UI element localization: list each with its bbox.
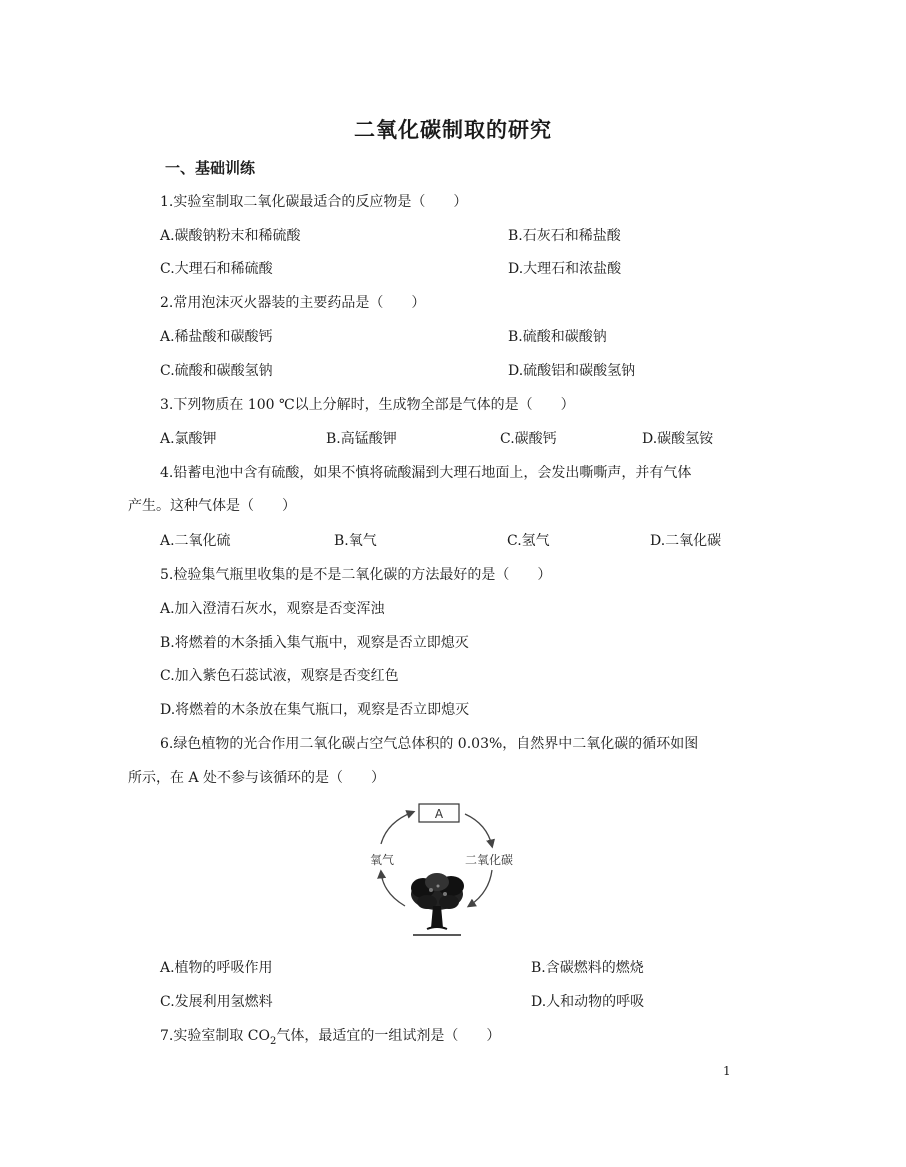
question-6-stem-line-1: 6.绿色植物的光合作用二氧化碳占空气总体积的 0.03%，自然界中二氧化碳的循环如图: [160, 736, 699, 752]
question-6-option-d: D.人和动物的呼吸: [531, 994, 645, 1010]
question-4-option-c: C.氢气: [507, 533, 550, 549]
question-4-option-d: D.二氧化碳: [650, 533, 722, 549]
diagram-label-left: 氧气: [370, 853, 395, 867]
question-4-stem-line-2: 产生。这种气体是（ ）: [128, 498, 296, 514]
question-7-stem-pre: 7.实验室制取 CO: [160, 1028, 270, 1044]
arrow-bottom-left: [381, 872, 405, 906]
arrow-bottom-right: [469, 870, 492, 906]
question-7-stem: [160, 1025, 500, 1047]
section-heading: 一、基础训练: [165, 159, 256, 177]
page-title: 二氧化碳制取的研究: [354, 118, 552, 142]
question-6-stem-line-2: 所示，在 A 处不参与该循环的是（ ）: [128, 770, 386, 786]
question-4-stem-line-1: 4.铅蓄电池中含有硫酸，如果不慎将硫酸漏到大理石地面上，会发出嘶嘶声，并有气体: [160, 465, 692, 481]
question-1-option-b: B.石灰石和稀盐酸: [508, 228, 621, 244]
question-4-option-b: B.氧气: [334, 533, 377, 549]
question-2-stem: 2.常用泡沫灭火器装的主要药品是（ ）: [160, 295, 426, 311]
arrow-top-right: [465, 814, 492, 846]
question-2-option-d: D.硫酸铝和碳酸氢钠: [508, 363, 636, 379]
question-6-option-a: A.植物的呼吸作用: [160, 960, 273, 976]
question-5-option-b: B.将燃着的木条插入集气瓶中，观察是否立即熄灭: [160, 635, 469, 651]
question-7-stem-post: 气体，最适宜的一组试剂是（ ）: [276, 1028, 501, 1044]
page-number: 1: [723, 1064, 731, 1078]
question-2-option-b: B.硫酸和碳酸钠: [508, 329, 607, 345]
question-3-stem: 3.下列物质在 100 ℃以上分解时，生成物全部是气体的是（ ）: [160, 397, 575, 413]
arrow-top-left: [381, 812, 413, 844]
question-5-option-d: D.将燃着的木条放在集气瓶口，观察是否立即熄灭: [160, 702, 470, 718]
question-3-option-b: B.高锰酸钾: [326, 431, 397, 447]
diagram-label-right: 二氧化碳: [465, 853, 514, 867]
question-6-option-b: B.含碳燃料的燃烧: [531, 960, 644, 976]
carbon-cycle-diagram: [365, 798, 514, 943]
tree-icon: [411, 873, 464, 935]
question-1-option-d: D.大理石和浓盐酸: [508, 261, 622, 277]
question-4-option-a: A.二氧化硫: [160, 533, 231, 549]
question-6-option-c: C.发展利用氢燃料: [160, 994, 273, 1010]
question-2-option-c: C.硫酸和碳酸氢钠: [160, 363, 273, 379]
question-5-option-c: C.加入紫色石蕊试液，观察是否变红色: [160, 668, 399, 684]
question-5-stem: 5.检验集气瓶里收集的是不是二氧化碳的方法最好的是（ ）: [160, 567, 552, 583]
question-1-stem: 1.实验室制取二氧化碳最适合的反应物是（ ）: [160, 194, 468, 210]
question-5-option-a: A.加入澄清石灰水，观察是否变浑浊: [160, 601, 385, 617]
question-1-option-a: A.碳酸钠粉末和稀硫酸: [160, 228, 301, 244]
diagram-box-label: A: [434, 807, 444, 821]
question-3-option-c: C.碳酸钙: [500, 431, 557, 447]
question-3-option-d: D.碳酸氢铵: [642, 431, 714, 447]
question-1-option-c: C.大理石和稀硫酸: [160, 261, 273, 277]
question-2-option-a: A.稀盐酸和碳酸钙: [160, 329, 273, 345]
question-7-stem-subscript: 2: [270, 1035, 277, 1047]
question-3-option-a: A.氯酸钾: [160, 431, 217, 447]
